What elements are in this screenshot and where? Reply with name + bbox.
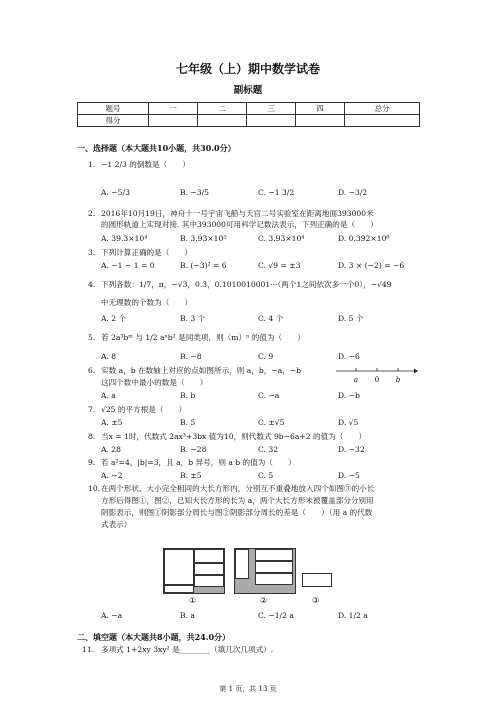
question-number: 5. bbox=[88, 333, 96, 342]
question-number: 1. bbox=[88, 160, 96, 169]
q9-option-c[interactable]: C. 5 bbox=[258, 471, 274, 480]
q3-option-b[interactable]: B. (−3)² = 6 bbox=[180, 261, 227, 270]
question-7-text: √25 的平方根是（ ） bbox=[101, 405, 187, 414]
axis-label-zero: 0 bbox=[374, 376, 380, 384]
score-row-label: 得分 bbox=[78, 115, 149, 127]
q6-option-b[interactable]: B. b bbox=[180, 391, 196, 400]
q1-option-d[interactable]: D. −3/2 bbox=[338, 188, 368, 197]
q4-option-d[interactable]: D. 5 个 bbox=[338, 314, 364, 323]
question-5-text: 若 2a³bᵐ 与 1/2 aⁿb² 是同类项，则（m）ⁿ 的值为（ ） bbox=[101, 333, 305, 342]
score-cell[interactable] bbox=[149, 115, 198, 127]
score-table-header: 三 bbox=[247, 103, 296, 115]
q2-option-a[interactable]: A. 39.3×10⁴ bbox=[101, 234, 148, 243]
question-3-text: 下列计算正确的是（ ） bbox=[101, 248, 193, 257]
figure-3-small-rectangle bbox=[302, 573, 332, 587]
score-table-row bbox=[78, 115, 420, 127]
page-subtitle: 副标题 bbox=[233, 85, 263, 96]
question-10-line1: 在两个形状、大小完全相同的大长方形内，分别互不重叠地放入四个如图③的小长 bbox=[101, 484, 375, 493]
score-table-header: 四 bbox=[296, 103, 345, 115]
q10-option-b[interactable]: B. a bbox=[180, 611, 195, 620]
number-line-diagram bbox=[334, 362, 418, 384]
question-2-line1: 2016年10月19日，神舟十一号宇宙飞船与天宫二号实验室在距离地面393000米 bbox=[101, 209, 374, 218]
q7-option-a[interactable]: A. ±5 bbox=[101, 418, 123, 427]
figure-1-label: ① bbox=[189, 596, 197, 605]
question-9-text: 若 a²=4，|b|=3，且 a，b 异号，则 a b 的值为（ ） bbox=[101, 458, 296, 467]
q8-option-c[interactable]: C. 32 bbox=[258, 445, 279, 454]
q7-option-b[interactable]: B. 5 bbox=[180, 418, 196, 427]
question-number: 10. bbox=[88, 484, 101, 493]
page-footer: 第 1 页，共 13 页 bbox=[219, 685, 277, 693]
score-table-header-row bbox=[78, 103, 420, 115]
q5-option-a[interactable]: A. 8 bbox=[101, 352, 117, 361]
figure-2-rectangle bbox=[234, 548, 296, 594]
question-1-text: −1 2/3 的倒数是（ ） bbox=[101, 160, 190, 169]
q8-option-d[interactable]: D. −32 bbox=[338, 445, 365, 454]
q7-option-c[interactable]: C. ±√5 bbox=[258, 418, 285, 427]
page-title: 七年级（上）期中数学试卷 bbox=[175, 62, 320, 76]
question-number: 4. bbox=[88, 280, 96, 289]
question-4-line1: 下列各数：1/7，π，−√3，0.3̇，0.1010010001···（两个1之间依次多一个0），−√49 bbox=[101, 280, 392, 289]
score-table-header: 二 bbox=[198, 103, 247, 115]
q3-option-d[interactable]: D. 3 × (−2) = −6 bbox=[338, 261, 405, 270]
q4-option-a[interactable]: A. 2 个 bbox=[101, 314, 127, 323]
question-number: 9. bbox=[88, 458, 96, 467]
question-6-line2: 这四个数中最小的数是（ ） bbox=[101, 378, 208, 387]
question-8-text: 当x = 1时，代数式 2ax³+3bx 值为10，则代数式 9b−6a+2 的值为（ ） bbox=[101, 432, 367, 441]
score-table-header: 总分 bbox=[345, 103, 420, 115]
score-cell[interactable] bbox=[247, 115, 296, 127]
q10-option-c[interactable]: C. −1/2 a bbox=[258, 611, 294, 620]
q10-option-a[interactable]: A. −a bbox=[101, 611, 123, 620]
question-10-line4: 式表示） bbox=[101, 520, 132, 529]
score-table-header: 题号 bbox=[78, 103, 149, 115]
score-cell[interactable] bbox=[345, 115, 420, 127]
question-number: 2. bbox=[88, 209, 96, 218]
q2-option-c[interactable]: C. 3.93×10⁴ bbox=[258, 234, 305, 243]
question-4-line2: 中无理数的个数为（ ） bbox=[101, 298, 193, 307]
q4-option-c[interactable]: C. 4 个 bbox=[258, 314, 284, 323]
question-number: 11. bbox=[82, 645, 95, 654]
figure-1-rectangle bbox=[163, 548, 225, 594]
question-2-line2: 的圆形轨道上实现对接. 其中393000可用科学记数法表示，下列正确的是（ ） bbox=[101, 220, 378, 229]
question-6-line1: 实数 a，b 在数轴上对应的点如图所示，则 a，b，−a，−b bbox=[101, 366, 302, 375]
question-10-line3: 阴影表示，则图①阴影部分周长与图②阴影部分周长的差是（ ）（用 a 的代数 bbox=[101, 508, 373, 517]
q3-option-a[interactable]: A. −1 − 1 = 0 bbox=[101, 261, 155, 270]
q6-option-c[interactable]: C. −a bbox=[258, 391, 280, 400]
axis-label-b: b bbox=[395, 376, 401, 384]
question-number: 6. bbox=[88, 366, 96, 375]
q8-option-a[interactable]: A. 28 bbox=[101, 445, 121, 454]
figure-2-label: ② bbox=[260, 596, 268, 605]
q6-option-a[interactable]: A. a bbox=[101, 391, 116, 400]
q1-option-b[interactable]: B. −3/5 bbox=[180, 188, 209, 197]
q9-option-b[interactable]: B. ±5 bbox=[180, 471, 202, 480]
question-11-text: 多项式 1+2xy 3xy² 是________（填几次几项式）. bbox=[101, 645, 274, 654]
q1-option-c[interactable]: C. −1 3/2 bbox=[258, 188, 295, 197]
q2-option-b[interactable]: B. 3.93×10⁵ bbox=[180, 234, 227, 243]
q1-option-a[interactable]: A. −5/3 bbox=[101, 188, 130, 197]
question-number: 8. bbox=[88, 432, 96, 441]
q3-option-c[interactable]: C. √9 = ±3 bbox=[258, 261, 301, 270]
q4-option-b[interactable]: B. 3 个 bbox=[180, 314, 206, 323]
figure-3-label: ③ bbox=[312, 596, 320, 605]
score-table-header: 一 bbox=[149, 103, 198, 115]
score-cell[interactable] bbox=[198, 115, 247, 127]
q2-option-d[interactable]: D. 0.392×10⁶ bbox=[338, 234, 390, 243]
q5-option-b[interactable]: B. −8 bbox=[180, 352, 202, 361]
q6-option-d[interactable]: D. −b bbox=[338, 391, 360, 400]
q7-option-d[interactable]: D. √5 bbox=[338, 418, 359, 427]
question-number: 7. bbox=[88, 405, 96, 414]
section-heading-fill-blank: 二、填空题（本大题共8小题，共24.0分） bbox=[77, 632, 231, 642]
q5-option-c[interactable]: C. 9 bbox=[258, 352, 274, 361]
score-table bbox=[77, 102, 420, 127]
q10-option-d[interactable]: D. 1/2 a bbox=[338, 611, 368, 620]
axis-label-a: a bbox=[353, 376, 359, 384]
q9-option-d[interactable]: D. −5 bbox=[338, 471, 360, 480]
score-cell[interactable] bbox=[296, 115, 345, 127]
question-10-line2: 方形后得图①，图②，已知大长方形的长为 a，两个大长方形未被覆盖部分分别用 bbox=[101, 496, 374, 505]
question-number: 3. bbox=[88, 248, 96, 257]
q9-option-a[interactable]: A. −2 bbox=[101, 471, 123, 480]
q5-option-d[interactable]: D. −6 bbox=[338, 352, 360, 361]
section-heading-choice: 一、选择题（本大题共10小题，共30.0分） bbox=[77, 143, 236, 153]
q8-option-b[interactable]: B. −28 bbox=[180, 445, 207, 454]
